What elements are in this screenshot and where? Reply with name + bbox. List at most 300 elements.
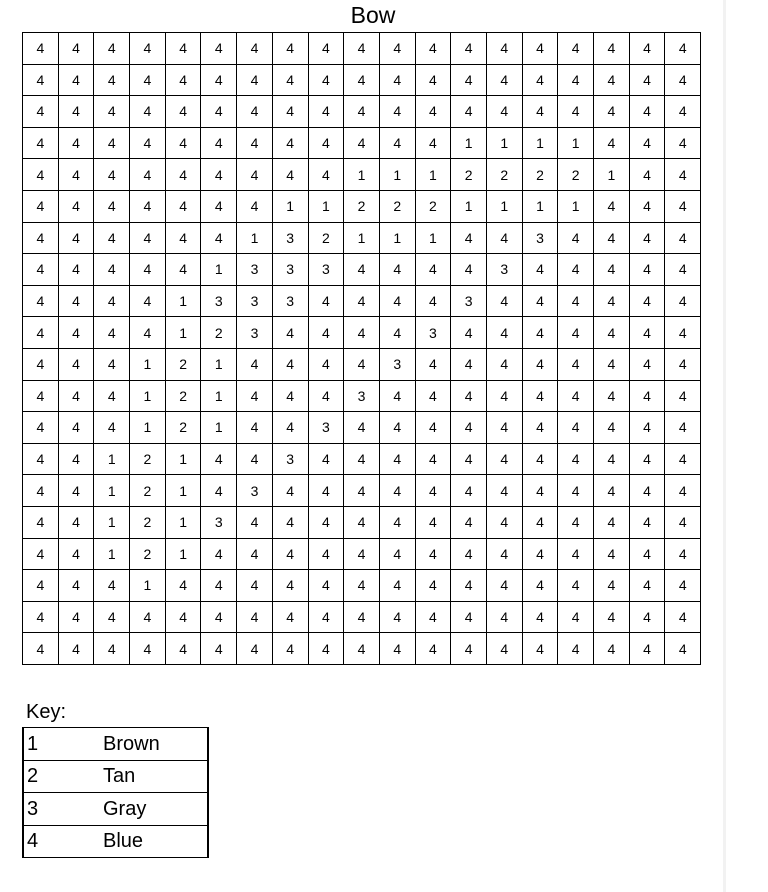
grid-cell: 4 [522,633,558,665]
grid-cell: 4 [237,538,273,570]
grid-cell: 4 [272,633,308,665]
grid-cell: 4 [23,190,59,222]
grid-cell: 4 [451,633,487,665]
grid-cell: 3 [237,254,273,286]
grid-cell: 4 [237,96,273,128]
grid-row [23,127,701,159]
grid-cell: 4 [379,285,415,317]
grid-cell: 4 [272,348,308,380]
grid-cell: 4 [522,506,558,538]
grid-cell: 1 [486,190,522,222]
grid-cell: 4 [558,317,594,349]
grid-cell: 4 [451,64,487,96]
grid-cell: 4 [665,159,701,191]
grid-cell: 4 [94,633,130,665]
grid-cell: 4 [665,380,701,412]
grid-cell: 3 [486,254,522,286]
grid-cell: 4 [94,348,130,380]
grid-cell: 3 [237,475,273,507]
key-color-name: Brown [103,728,208,761]
grid-cell: 2 [451,159,487,191]
grid-cell: 4 [665,633,701,665]
page-edge [723,0,726,892]
grid-cell: 4 [130,190,166,222]
grid-cell: 4 [308,506,344,538]
grid-cell: 4 [629,348,665,380]
grid-cell: 4 [629,633,665,665]
grid-cell: 4 [522,254,558,286]
grid-cell: 4 [665,506,701,538]
grid-cell: 4 [272,601,308,633]
grid-cell: 4 [308,601,344,633]
grid-cell: 4 [130,633,166,665]
grid-cell: 4 [415,380,451,412]
grid-cell: 1 [415,159,451,191]
grid-cell: 4 [237,443,273,475]
key-label: Key: [26,701,67,723]
grid-cell: 4 [344,317,380,349]
grid-cell: 1 [94,538,130,570]
grid-cell: 2 [344,190,380,222]
grid-cell: 2 [379,190,415,222]
grid-cell: 4 [237,348,273,380]
grid-cell: 4 [451,96,487,128]
grid-cell: 4 [558,380,594,412]
grid-cell: 4 [379,317,415,349]
grid-cell: 4 [594,412,630,444]
grid-cell: 4 [165,33,201,65]
grid-cell: 4 [272,538,308,570]
grid-cell: 4 [23,570,59,602]
grid-cell: 2 [201,317,237,349]
grid-cell: 4 [23,601,59,633]
grid-cell: 4 [486,96,522,128]
grid-cell: 4 [415,570,451,602]
grid-cell: 4 [558,570,594,602]
grid-row [23,506,701,538]
grid-cell: 4 [344,254,380,286]
grid-cell: 4 [522,285,558,317]
grid-cell: 4 [665,412,701,444]
page-title: Bow [350,2,396,28]
grid-row [23,33,701,65]
grid-cell: 4 [308,285,344,317]
key-row [23,760,208,793]
grid-row [23,254,701,286]
grid-cell: 4 [130,254,166,286]
grid-cell: 4 [308,380,344,412]
grid-row [23,601,701,633]
grid-cell: 4 [58,317,94,349]
grid-row [23,348,701,380]
grid-cell: 2 [486,159,522,191]
grid-cell: 4 [58,601,94,633]
grid-cell: 4 [344,538,380,570]
grid-cell: 1 [130,412,166,444]
grid-cell: 4 [23,412,59,444]
grid-cell: 4 [558,443,594,475]
grid-cell: 4 [201,601,237,633]
grid-cell: 4 [451,412,487,444]
grid-cell: 4 [486,570,522,602]
grid-row [23,190,701,222]
grid-cell: 4 [486,538,522,570]
grid-cell: 4 [272,506,308,538]
grid-cell: 4 [665,254,701,286]
grid-cell: 4 [272,475,308,507]
grid-cell: 4 [201,475,237,507]
grid-cell: 1 [522,127,558,159]
grid-cell: 4 [344,285,380,317]
grid-cell: 4 [130,127,166,159]
grid-cell: 4 [486,506,522,538]
grid-cell: 4 [558,285,594,317]
grid-row [23,380,701,412]
grid-cell: 4 [415,254,451,286]
grid-cell: 4 [272,380,308,412]
grid-cell: 4 [201,96,237,128]
grid-row [23,633,701,665]
grid-cell: 4 [379,64,415,96]
grid-cell: 4 [558,348,594,380]
grid-cell: 4 [665,570,701,602]
grid-cell: 4 [23,538,59,570]
grid-cell: 4 [486,348,522,380]
grid-cell: 4 [344,412,380,444]
grid-cell: 4 [272,159,308,191]
grid-cell: 4 [486,475,522,507]
grid-cell: 4 [58,159,94,191]
grid-cell: 3 [451,285,487,317]
grid-cell: 4 [237,412,273,444]
grid-cell: 2 [165,412,201,444]
grid-row [23,412,701,444]
key-row [23,793,208,826]
grid-cell: 4 [415,601,451,633]
grid-cell: 4 [94,33,130,65]
grid-cell: 1 [344,159,380,191]
grid-cell: 4 [522,538,558,570]
grid-cell: 3 [272,443,308,475]
grid-cell: 3 [344,380,380,412]
grid-cell: 4 [486,222,522,254]
grid-cell: 4 [415,64,451,96]
grid-cell: 4 [58,190,94,222]
grid-cell: 3 [201,506,237,538]
grid-cell: 4 [58,570,94,602]
grid-cell: 1 [165,506,201,538]
grid-cell: 4 [379,633,415,665]
grid-cell: 4 [308,33,344,65]
grid-cell: 4 [201,443,237,475]
grid-cell: 4 [665,443,701,475]
color-by-number-grid [22,32,701,665]
grid-cell: 3 [272,222,308,254]
grid-cell: 4 [522,33,558,65]
grid-cell: 4 [594,127,630,159]
grid-row [23,443,701,475]
grid-cell: 4 [58,412,94,444]
grid-cell: 4 [23,285,59,317]
key-color-name: Gray [103,793,208,826]
grid-cell: 4 [58,633,94,665]
grid-cell: 4 [665,348,701,380]
grid-cell: 4 [58,443,94,475]
grid-cell: 4 [94,222,130,254]
grid-cell: 3 [522,222,558,254]
grid-cell: 4 [415,633,451,665]
grid-cell: 4 [308,570,344,602]
grid-cell: 4 [451,254,487,286]
grid-cell: 4 [415,412,451,444]
grid-cell: 4 [23,159,59,191]
grid-cell: 4 [272,127,308,159]
grid-cell: 4 [308,633,344,665]
grid-cell: 4 [344,64,380,96]
grid-cell: 4 [629,285,665,317]
grid-cell: 4 [629,570,665,602]
grid-row [23,96,701,128]
grid-cell: 4 [58,475,94,507]
grid-row [23,64,701,96]
grid-cell: 2 [130,443,166,475]
grid-cell: 4 [558,412,594,444]
grid-cell: 4 [522,348,558,380]
grid-cell: 4 [522,380,558,412]
grid-cell: 4 [237,127,273,159]
grid-cell: 4 [165,254,201,286]
grid-cell: 4 [629,475,665,507]
grid-cell: 2 [165,380,201,412]
grid-cell: 4 [272,33,308,65]
grid-row [23,317,701,349]
grid-cell: 1 [165,285,201,317]
grid-cell: 4 [23,475,59,507]
grid-cell: 4 [201,33,237,65]
grid-cell: 4 [58,538,94,570]
grid-cell: 4 [379,127,415,159]
grid-cell: 4 [558,96,594,128]
grid-cell: 4 [58,380,94,412]
grid-cell: 1 [130,348,166,380]
grid-cell: 4 [344,475,380,507]
grid-cell: 1 [94,475,130,507]
grid-cell: 4 [165,633,201,665]
grid-cell: 4 [130,222,166,254]
grid-cell: 1 [165,317,201,349]
grid-cell: 4 [94,254,130,286]
grid-cell: 4 [486,412,522,444]
grid-cell: 4 [165,601,201,633]
grid-cell: 3 [272,285,308,317]
grid-cell: 4 [272,317,308,349]
grid-cell: 3 [379,348,415,380]
grid-cell: 4 [94,64,130,96]
grid-row [23,570,701,602]
grid-cell: 4 [94,127,130,159]
grid-cell: 3 [237,285,273,317]
grid-cell: 4 [486,601,522,633]
grid-cell: 4 [94,601,130,633]
grid-cell: 1 [130,570,166,602]
grid-cell: 4 [94,570,130,602]
grid-cell: 4 [237,601,273,633]
grid-cell: 4 [201,633,237,665]
grid-cell: 4 [629,127,665,159]
grid-cell: 4 [58,285,94,317]
grid-cell: 4 [451,475,487,507]
grid-row [23,222,701,254]
grid-cell: 4 [629,222,665,254]
grid-cell: 4 [629,412,665,444]
grid-cell: 4 [522,443,558,475]
grid-cell: 4 [629,190,665,222]
grid-cell: 4 [558,506,594,538]
grid-cell: 1 [451,190,487,222]
grid-cell: 4 [23,222,59,254]
grid-cell: 4 [665,33,701,65]
grid-cell: 4 [594,475,630,507]
grid-cell: 4 [629,159,665,191]
grid-cell: 4 [165,64,201,96]
grid-cell: 4 [629,254,665,286]
grid-cell: 4 [451,443,487,475]
key-number: 1 [23,728,103,761]
grid-cell: 4 [94,380,130,412]
grid-cell: 4 [308,317,344,349]
grid-cell: 1 [165,443,201,475]
grid-cell: 4 [629,96,665,128]
grid-cell: 4 [415,96,451,128]
grid-cell: 4 [344,570,380,602]
grid-cell: 4 [486,64,522,96]
grid-cell: 2 [308,222,344,254]
grid-cell: 3 [237,317,273,349]
grid-cell: 4 [23,443,59,475]
grid-cell: 4 [23,633,59,665]
grid-cell: 4 [558,633,594,665]
grid-cell: 4 [665,285,701,317]
grid-cell: 4 [379,380,415,412]
grid-cell: 4 [344,127,380,159]
grid-cell: 4 [486,285,522,317]
grid-cell: 4 [237,506,273,538]
grid-cell: 4 [594,633,630,665]
grid-cell: 4 [58,222,94,254]
grid-cell: 4 [237,64,273,96]
grid-cell: 4 [165,222,201,254]
grid-cell: 4 [58,348,94,380]
grid-cell: 4 [165,127,201,159]
grid-cell: 4 [58,64,94,96]
grid-cell: 4 [94,317,130,349]
grid-cell: 4 [486,443,522,475]
grid-cell: 4 [665,96,701,128]
grid-cell: 4 [594,601,630,633]
grid-cell: 4 [58,127,94,159]
grid-cell: 1 [415,222,451,254]
grid-cell: 4 [665,222,701,254]
grid-cell: 4 [94,190,130,222]
key-row [23,728,208,761]
grid-cell: 3 [201,285,237,317]
grid-cell: 1 [379,222,415,254]
grid-cell: 1 [201,348,237,380]
grid-cell: 4 [415,127,451,159]
grid-cell: 4 [451,317,487,349]
grid-cell: 4 [344,601,380,633]
grid-cell: 4 [594,285,630,317]
grid-cell: 4 [58,33,94,65]
grid-cell: 4 [629,443,665,475]
grid-cell: 4 [522,570,558,602]
grid-cell: 4 [201,538,237,570]
grid-cell: 4 [201,222,237,254]
grid-cell: 4 [451,348,487,380]
grid-cell: 4 [130,64,166,96]
key-number: 4 [23,825,103,858]
grid-cell: 3 [308,412,344,444]
grid-cell: 4 [594,538,630,570]
grid-cell: 4 [130,317,166,349]
grid-cell: 4 [594,254,630,286]
grid-cell: 4 [522,64,558,96]
grid-cell: 4 [558,538,594,570]
grid-cell: 4 [58,96,94,128]
grid-cell: 4 [344,348,380,380]
grid-cell: 4 [308,64,344,96]
grid-cell: 4 [58,506,94,538]
grid-cell: 1 [558,190,594,222]
grid-cell: 4 [665,475,701,507]
grid-cell: 4 [308,348,344,380]
grid-cell: 4 [201,190,237,222]
grid-cell: 4 [308,443,344,475]
grid-cell: 4 [344,633,380,665]
grid-cell: 4 [629,538,665,570]
grid-cell: 4 [94,96,130,128]
grid-cell: 4 [594,443,630,475]
grid-row [23,159,701,191]
grid-cell: 4 [130,96,166,128]
grid-cell: 3 [308,254,344,286]
grid-cell: 4 [23,348,59,380]
grid-cell: 4 [558,601,594,633]
grid-row [23,475,701,507]
grid-cell: 1 [165,475,201,507]
grid-cell: 4 [594,317,630,349]
grid-cell: 4 [237,33,273,65]
key-color-name: Tan [103,760,208,793]
grid-cell: 4 [486,633,522,665]
grid-cell: 4 [629,317,665,349]
grid-cell: 4 [486,33,522,65]
grid-cell: 4 [451,601,487,633]
grid-cell: 4 [130,159,166,191]
grid-cell: 3 [415,317,451,349]
grid-cell: 2 [415,190,451,222]
grid-cell: 4 [23,96,59,128]
grid-cell: 2 [130,506,166,538]
grid-cell: 4 [558,254,594,286]
grid-cell: 1 [94,443,130,475]
grid-cell: 4 [94,159,130,191]
grid-cell: 4 [23,254,59,286]
grid-row [23,285,701,317]
grid-cell: 4 [665,127,701,159]
key-number: 3 [23,793,103,826]
grid-cell: 4 [379,475,415,507]
